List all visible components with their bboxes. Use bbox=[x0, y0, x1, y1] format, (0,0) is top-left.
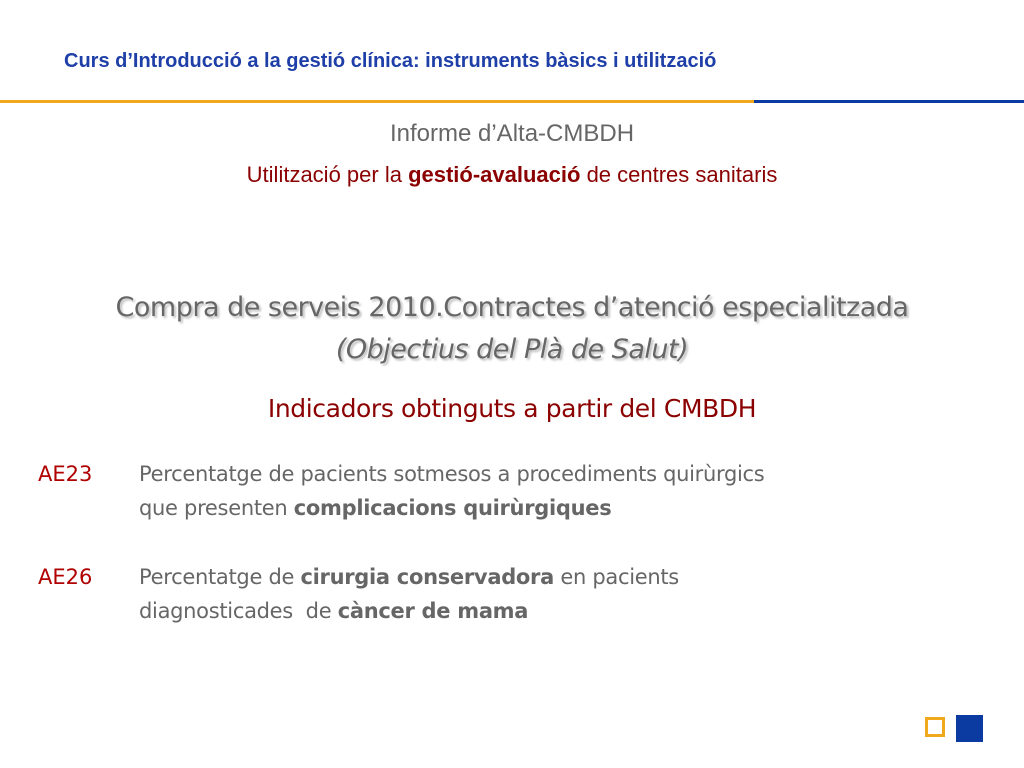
ae26-line1-bold: cirurgia conservadora bbox=[300, 565, 554, 589]
indicator-ae23-line1: Percentatge de pacients sotmesos a procediments quirùrgics bbox=[139, 462, 765, 486]
header-rule-blue bbox=[754, 100, 1024, 103]
filled-square-icon bbox=[956, 715, 983, 742]
header-rule-orange bbox=[0, 100, 754, 103]
indicator-code-ae23: AE23 bbox=[38, 462, 93, 486]
ae26-line1-pre: Percentatge de bbox=[139, 565, 301, 589]
ae26-line1-post: en pacients bbox=[553, 565, 679, 589]
outline-square-icon bbox=[925, 717, 945, 737]
ae23-line2-bold: complicacions quirùrgiques bbox=[293, 496, 612, 520]
slide-title: Informe d’Alta-CMBDH bbox=[389, 120, 635, 147]
indicators-heading: Indicadors obtinguts a partir del CMBDH bbox=[267, 394, 757, 423]
indicator-code-ae26: AE26 bbox=[38, 565, 93, 589]
ae23-line2-pre: que presenten bbox=[139, 496, 294, 520]
indicator-ae26-line1 bbox=[139, 565, 679, 589]
subtitle-pre: Utilització per la bbox=[246, 162, 409, 187]
header-title: Curs d’Introducció a la gestió clínica: instruments bàsics i utilització bbox=[64, 50, 717, 72]
subtitle-post: de centres sanitaris bbox=[580, 162, 778, 187]
section-title-line2: (Objectius del Plà de Salut) bbox=[335, 334, 689, 365]
indicator-ae26-line2 bbox=[139, 599, 528, 623]
subtitle-bold: gestió-avaluació bbox=[408, 162, 581, 187]
section-title-line1: Compra de serveis 2010.Contractes d’atenció especialitzada bbox=[115, 292, 909, 323]
indicator-ae23-line2 bbox=[139, 496, 611, 520]
ae26-line2-bold: càncer de mama bbox=[337, 599, 529, 623]
ae26-line2-pre: diagnosticades de bbox=[139, 599, 338, 623]
slide-subtitle bbox=[0, 162, 1024, 188]
